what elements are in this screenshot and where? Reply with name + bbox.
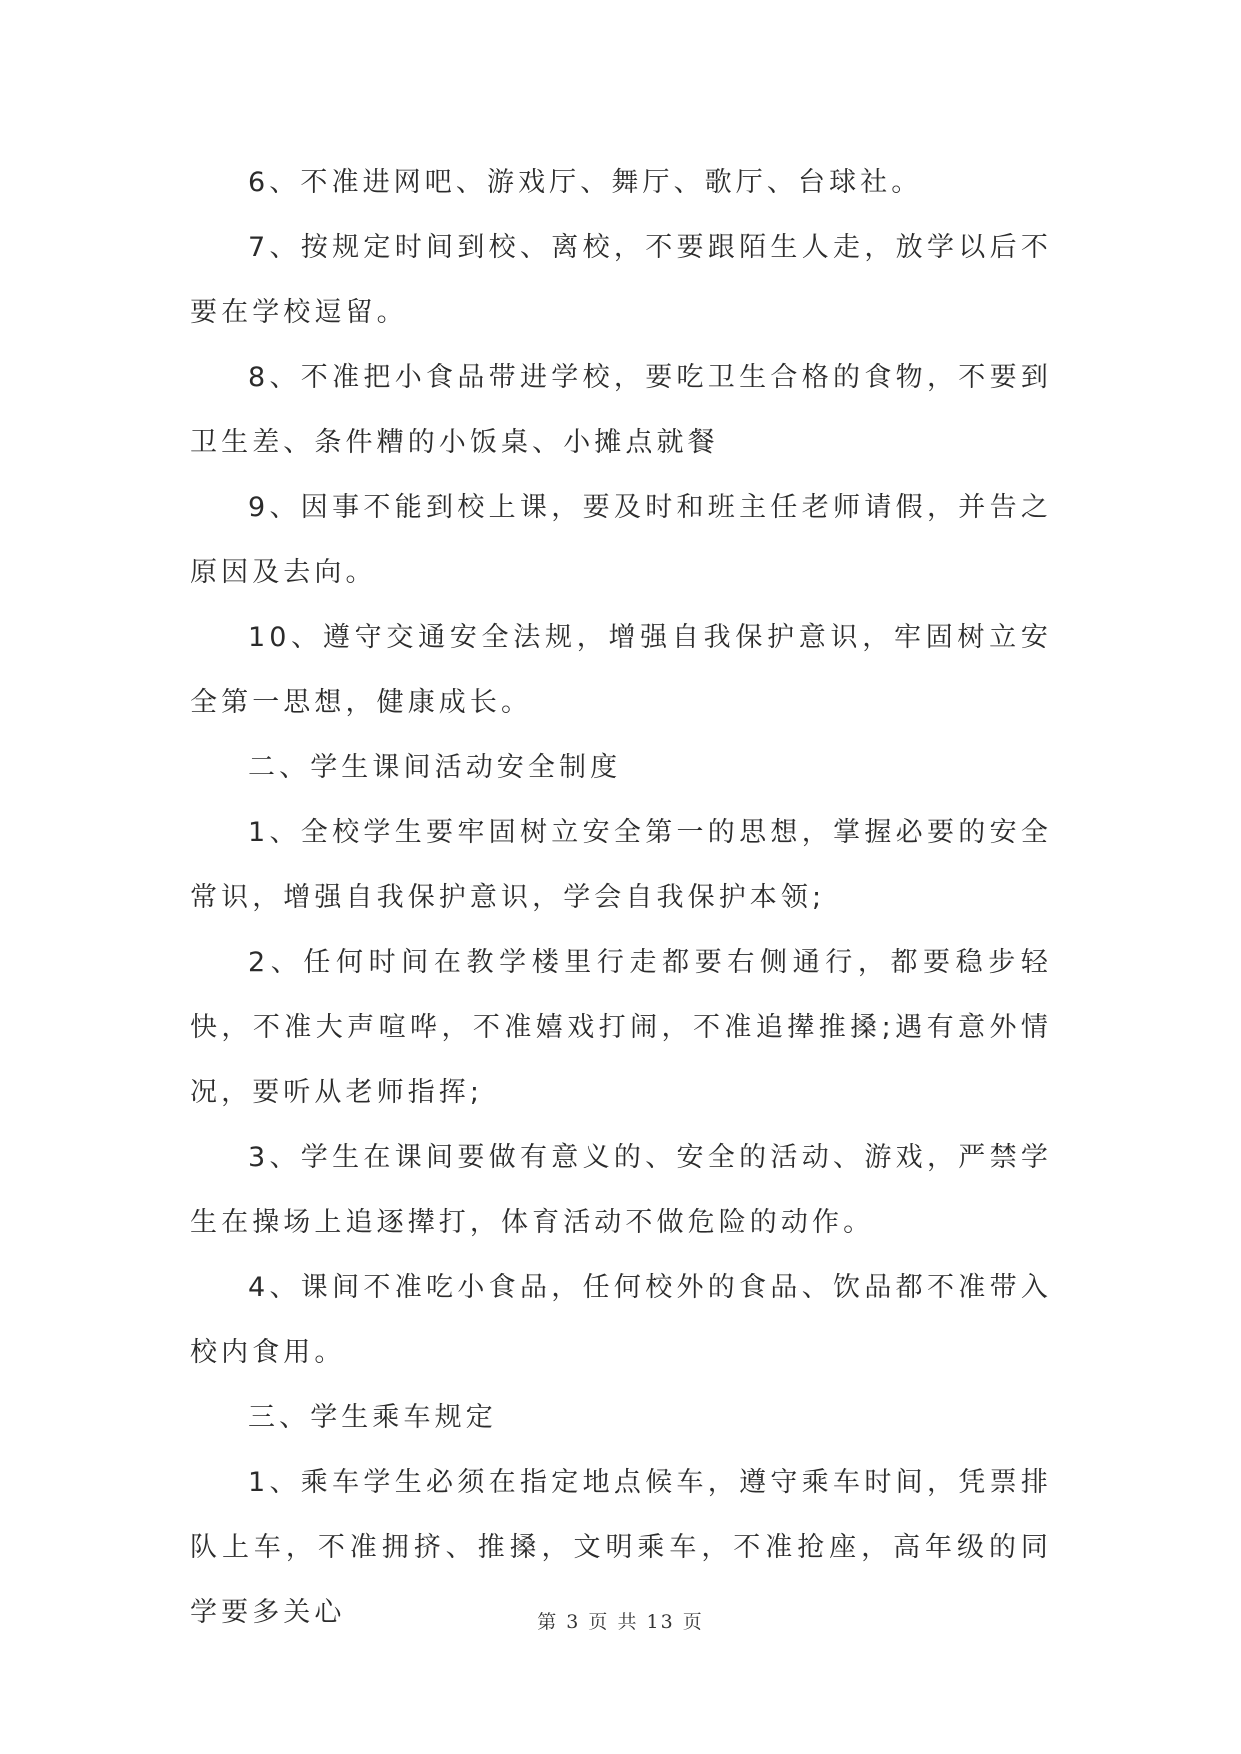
paragraph-item-2-3: 3、学生在课间要做有意义的、安全的活动、游戏，严禁学生在操场上追逐撵打，体育活动不做危险的动作。 (190, 1142, 1052, 1238)
paragraph-item-6: 6、不准进网吧、游戏厅、舞厅、歌厅、台球社。 (248, 167, 923, 198)
page-footer: 第 3 页 共 13 页 (537, 1611, 704, 1633)
paragraph-item-9: 9、因事不能到校上课，要及时和班主任老师请假，并告之原因及去向。 (190, 492, 1052, 588)
paragraph-item-3-1: 1、乘车学生必须在指定地点候车，遵守乘车时间，凭票排队上车，不准拥挤、推搡，文明乘车，不准抢座，高年级的同学要多关心 (190, 1467, 1052, 1628)
section-heading-3: 三、学生乘车规定 (248, 1402, 497, 1433)
paragraph-item-2-4: 4、课间不准吃小食品，任何校外的食品、饮品都不准带入校内食用。 (190, 1272, 1052, 1368)
paragraph-item-2-1: 1、全校学生要牢固树立安全第一的思想，掌握必要的安全常识，增强自我保护意识，学会自我保护本领; (190, 817, 1052, 913)
section-heading-2: 二、学生课间活动安全制度 (248, 752, 622, 783)
document-body (190, 150, 1052, 1645)
paragraph-item-10: 10、遵守交通安全法规，增强自我保护意识，牢固树立安全第一思想，健康成长。 (190, 622, 1052, 718)
paragraph-item-7: 7、按规定时间到校、离校，不要跟陌生人走，放学以后不要在学校逗留。 (190, 232, 1052, 328)
paragraph-item-8: 8、不准把小食品带进学校，要吃卫生合格的食物，不要到卫生差、条件糟的小饭桌、小摊点就餐 (190, 362, 1052, 458)
paragraph-item-2-2: 2、任何时间在教学楼里行走都要右侧通行，都要稳步轻快，不准大声喧哗，不准嬉戏打闹，不准追撵推搡;遇有意外情况，要听从老师指挥; (190, 947, 1052, 1108)
